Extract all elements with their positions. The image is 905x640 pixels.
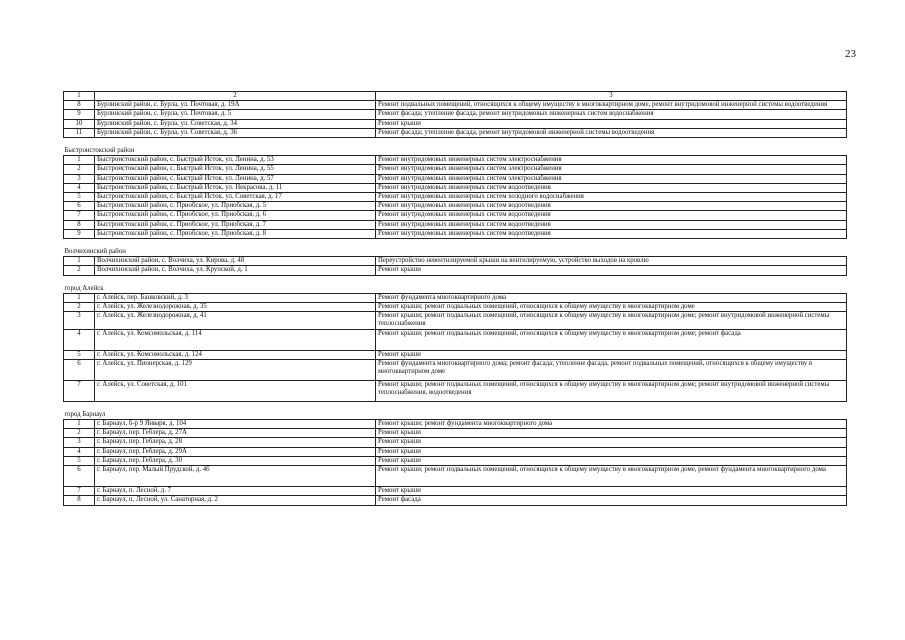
row-work-description: Ремонт фасада	[376, 496, 847, 505]
table-row	[64, 101, 847, 110]
row-work-description: Ремонт подвальных помещений, относящихся к общему имуществу в многоквартирном доме, ремонт внутридомовой инженерной системы водоотведения	[376, 101, 847, 110]
row-address: Волчихинский район, с. Волчиха, ул. Крупской, д. 1	[95, 266, 376, 275]
row-number: 1	[64, 293, 95, 302]
row-work-description: Ремонт крыши; ремонт фундамента многоквартирного дома	[376, 420, 847, 429]
group-spacer	[64, 275, 847, 285]
table-row	[64, 466, 847, 487]
row-number: 2	[64, 266, 95, 275]
row-number: 8	[64, 496, 95, 505]
row-address: г. Алейск, пер. Банковский, д. 3	[95, 293, 376, 302]
table-row	[64, 293, 847, 302]
row-work-description: Ремонт внутридомовых инженерных систем холодного водоснабжения	[376, 193, 847, 202]
row-work-description: Ремонт внутридомовых инженерных систем водоотведения	[376, 220, 847, 229]
table-row	[64, 312, 847, 329]
row-work-description: Ремонт внутридомовых инженерных систем водоотведения	[376, 202, 847, 211]
row-number: 4	[64, 329, 95, 350]
row-number: 10	[64, 119, 95, 128]
row-number: 3	[64, 312, 95, 329]
row-address: г. Барнаул, п. Лесной, ул. Санаторная, д. 2	[95, 496, 376, 505]
row-number: 9	[64, 229, 95, 238]
header-col-1: 1	[64, 92, 95, 101]
row-address: Быстроистокский район, с. Быстрый Исток, ул. Ленина, д. 53	[95, 156, 376, 165]
row-address: Быстроистокский район, с. Быстрый Исток, ул. Ленина, д. 57	[95, 174, 376, 183]
row-address: Бурлинский район, с. Бурла, ул. Почтовая, д. 5	[95, 110, 376, 119]
header-col-3: 3	[376, 92, 847, 101]
group-heading: Быстроистокский район	[64, 147, 847, 156]
row-work-description: Ремонт крыши	[376, 438, 847, 447]
row-number: 6	[64, 466, 95, 487]
table-row	[64, 229, 847, 238]
row-work-description: Ремонт внутридомовых инженерных систем водоотведения	[376, 211, 847, 220]
group-heading-row	[64, 248, 847, 257]
row-number: 11	[64, 128, 95, 137]
row-number: 3	[64, 438, 95, 447]
row-work-description: Ремонт фундамента многоквартирного дома; ремонт фасада; утепление фасада, ремонт подвальных помещений, относящихся к общему имуществу в многоквартирном доме	[376, 359, 847, 380]
row-address: г. Алейск, ул. Железнодорожная, д. 41	[95, 312, 376, 329]
group-heading: город Алейск	[64, 285, 847, 294]
table-row	[64, 165, 847, 174]
row-work-description: Ремонт крыши; ремонт подвальных помещений, относящихся к общему имуществу в многоквартирном доме	[376, 303, 847, 312]
row-number: 5	[64, 456, 95, 465]
table-row	[64, 487, 847, 496]
row-work-description: Ремонт фасада; утепление фасада, ремонт внутридомовой инженерной системы водоотведения	[376, 128, 847, 137]
row-number: 1	[64, 257, 95, 266]
row-address: г. Барнаул, пер. Геблера, д. 30	[95, 456, 376, 465]
row-work-description: Ремонт внутридомовых инженерных систем электроснабжения	[376, 165, 847, 174]
table-row	[64, 438, 847, 447]
row-address: Быстроистокский район, с. Приобское, ул. Приобская, д. 8	[95, 229, 376, 238]
table-row	[64, 380, 847, 401]
table-row	[64, 350, 847, 359]
row-address: г. Барнаул, пер. Геблера, д. 28	[95, 438, 376, 447]
row-work-description: Ремонт фасада; утепление фасада, ремонт внутридомовых инженерных систем водоснабжения	[376, 110, 847, 119]
row-address: г. Алейск, ул. Комсомольская, д. 124	[95, 350, 376, 359]
table-row	[64, 429, 847, 438]
row-number: 6	[64, 359, 95, 380]
row-number: 6	[64, 202, 95, 211]
group-heading-row	[64, 147, 847, 156]
group-spacer-cell	[64, 239, 847, 249]
row-address: Волчихинский район, с. Волчиха, ул. Кирова, д. 48	[95, 257, 376, 266]
table-row	[64, 183, 847, 192]
row-work-description: Ремонт крыши	[376, 266, 847, 275]
row-work-description: Ремонт крыши	[376, 487, 847, 496]
group-heading: город Барнаул	[64, 411, 847, 420]
table-row	[64, 303, 847, 312]
row-address: Бурлинский район, с. Бурла, ул. Советская, д. 36	[95, 128, 376, 137]
row-address: г. Барнаул, пер. Геблера, д. 27А	[95, 429, 376, 438]
row-number: 8	[64, 101, 95, 110]
row-work-description: Ремонт внутридомовых инженерных систем электроснабжения	[376, 156, 847, 165]
row-number: 1	[64, 156, 95, 165]
row-address: Быстроистокский район, с. Быстрый Исток, ул. Советская, д. 17	[95, 193, 376, 202]
group-spacer-cell	[64, 275, 847, 285]
table-row	[64, 257, 847, 266]
table-row	[64, 174, 847, 183]
group-spacer-cell	[64, 138, 847, 148]
group-spacer	[64, 401, 847, 411]
header-col-2: 2	[95, 92, 376, 101]
row-work-description: Ремонт крыши	[376, 447, 847, 456]
group-heading: Волчихинский район	[64, 248, 847, 257]
group-spacer-cell	[64, 401, 847, 411]
row-number: 1	[64, 420, 95, 429]
table-row	[64, 202, 847, 211]
row-work-description: Ремонт крыши; ремонт подвальных помещений, относящихся к общему имуществу в многоквартирном доме; ремонт внутридомовой инженерной системы теплоснабжения	[376, 312, 847, 329]
row-address: Бурлинский район, с. Бурла, ул. Почтовая, д. 19А	[95, 101, 376, 110]
row-work-description: Ремонт крыши	[376, 119, 847, 128]
table-row	[64, 456, 847, 465]
row-address: г. Алейск, ул. Советская, д. 101	[95, 380, 376, 401]
table-body	[64, 92, 847, 506]
row-work-description: Переустройство невентилируемой крыши на вентилируемую, устройство выходов на кровлю	[376, 257, 847, 266]
row-address: Быстроистокский район, с. Приобское, ул. Приобская, д. 6	[95, 211, 376, 220]
row-number: 9	[64, 110, 95, 119]
table-row	[64, 266, 847, 275]
repair-program-table	[63, 91, 847, 506]
row-address: г. Барнаул, пер. Малый Прудской, д. 46	[95, 466, 376, 487]
row-work-description: Ремонт крыши	[376, 456, 847, 465]
row-address: г. Алейск, ул. Пионерская, д. 129	[95, 359, 376, 380]
row-work-description: Ремонт крыши; ремонт подвальных помещений, относящихся к общему имуществу в многоквартирном доме; ремонт фасада	[376, 329, 847, 350]
row-address: г. Алейск, ул. Комсомольская, д. 114	[95, 329, 376, 350]
row-number: 2	[64, 165, 95, 174]
table-row	[64, 447, 847, 456]
row-work-description: Ремонт внутридомовых инженерных систем электроснабжения	[376, 174, 847, 183]
group-heading-row	[64, 285, 847, 294]
row-number: 8	[64, 220, 95, 229]
row-number: 7	[64, 380, 95, 401]
row-work-description: Ремонт внутридомовых инженерных систем водоотведения	[376, 229, 847, 238]
row-number: 3	[64, 174, 95, 183]
row-work-description: Ремонт крыши; ремонт подвальных помещений, относящихся к общему имуществу в многоквартирном доме; ремонт внутридомовой инженерной системы теплоснабжения, водоотведения	[376, 380, 847, 401]
table-row	[64, 110, 847, 119]
row-number: 7	[64, 487, 95, 496]
row-address: Быстроистокский район, с. Приобское, ул. Приобская, д. 7	[95, 220, 376, 229]
row-work-description: Ремонт фундамента многоквартирного дома	[376, 293, 847, 302]
row-address: Быстроистокский район, с. Быстрый Исток, ул. Некрасова, д. 11	[95, 183, 376, 192]
row-work-description: Ремонт крыши	[376, 429, 847, 438]
table-row	[64, 119, 847, 128]
table-row	[64, 496, 847, 505]
row-address: г. Барнаул, п. Лесной, д. 7	[95, 487, 376, 496]
table-row	[64, 211, 847, 220]
group-heading-row	[64, 411, 847, 420]
row-number: 7	[64, 211, 95, 220]
table-header-row	[64, 92, 847, 101]
row-number: 5	[64, 350, 95, 359]
table-row	[64, 220, 847, 229]
table-row	[64, 193, 847, 202]
row-work-description: Ремонт крыши; ремонт подвальных помещений, относящихся к общему имуществу в многоквартирном доме, ремонт фундамента многоквартирного дома	[376, 466, 847, 487]
row-number: 4	[64, 183, 95, 192]
row-address: г. Барнаул, пер. Геблера, д. 29А	[95, 447, 376, 456]
row-work-description: Ремонт внутридомовых инженерных систем водоотведения	[376, 183, 847, 192]
table-row	[64, 359, 847, 380]
row-number: 4	[64, 447, 95, 456]
group-spacer	[64, 138, 847, 148]
row-address: Бурлинский район, с. Бурла, ул. Советская, д. 34	[95, 119, 376, 128]
row-number: 5	[64, 193, 95, 202]
row-number: 2	[64, 429, 95, 438]
page-number: 23	[845, 48, 856, 60]
table-row	[64, 128, 847, 137]
row-number: 2	[64, 303, 95, 312]
row-address: г. Барнаул, б-р 9 Января, д. 104	[95, 420, 376, 429]
table-row	[64, 420, 847, 429]
table-row	[64, 156, 847, 165]
group-spacer	[64, 239, 847, 249]
row-address: Быстроистокский район, с. Быстрый Исток, ул. Ленина, д. 55	[95, 165, 376, 174]
row-address: Быстроистокский район, с. Приобское, ул. Приобская, д. 5	[95, 202, 376, 211]
row-address: г. Алейск, ул. Железнодорожная, д. 35	[95, 303, 376, 312]
table-row	[64, 329, 847, 350]
row-work-description: Ремонт крыши	[376, 350, 847, 359]
